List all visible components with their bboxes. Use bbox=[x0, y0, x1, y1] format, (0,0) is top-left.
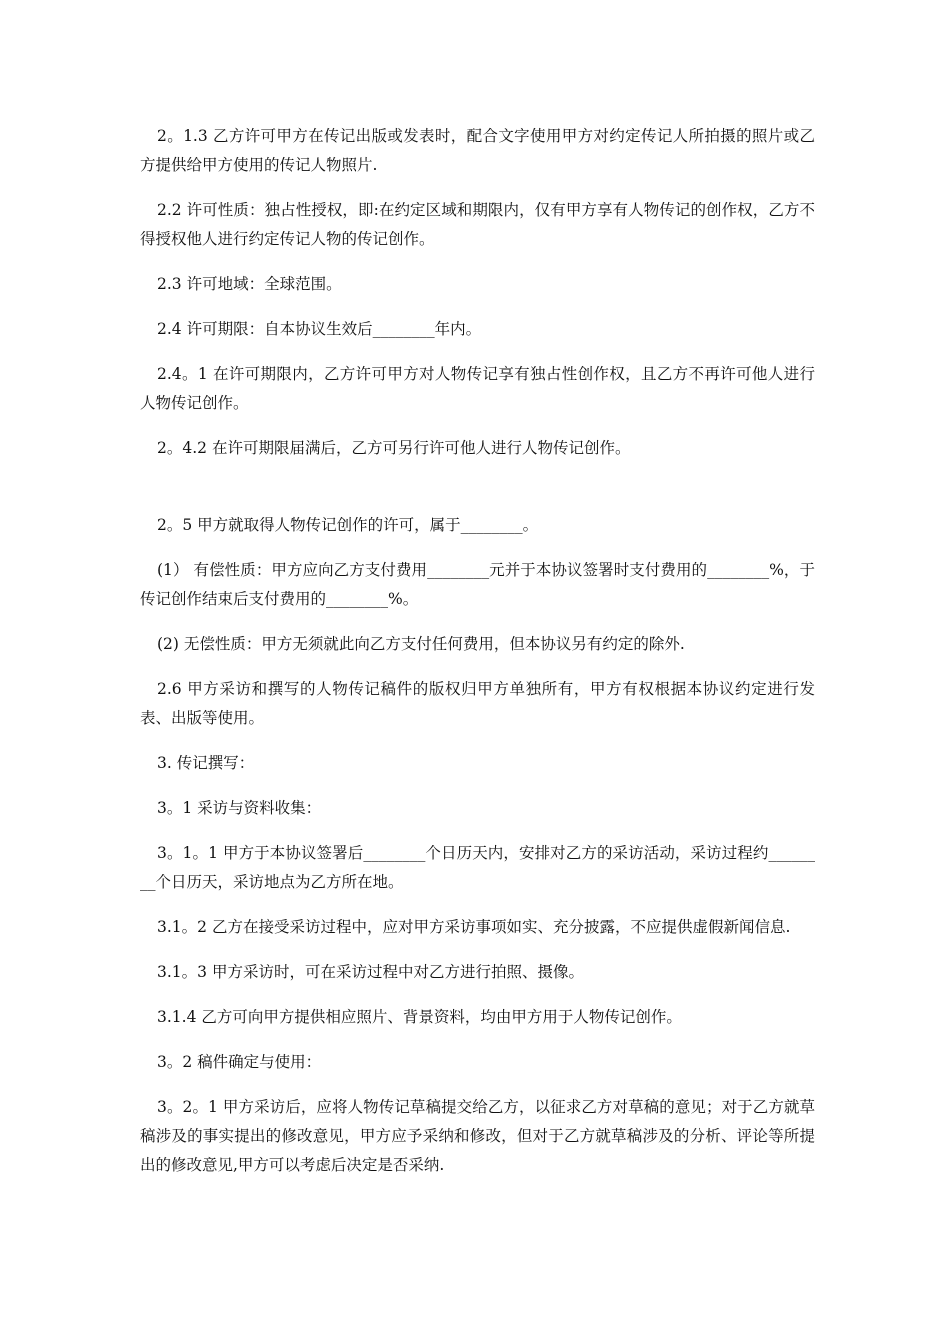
clause-2-1-3: 2。1.3 乙方许可甲方在传记出版或发表时，配合文字使用甲方对约定传记人所拍摄的照片或乙方提供给甲方使用的传记人物照片. bbox=[140, 127, 815, 174]
clause-2-4: 2.4 许可期限：自本协议生效后________年内。 bbox=[157, 320, 482, 338]
document-body bbox=[140, 122, 815, 1196]
clause-2-5-paid: (1） 有偿性质：甲方应向乙方支付费用________元并于本协议签署时支付费用的________%，于传记创作结束后支付费用的________%。 bbox=[140, 561, 815, 608]
clause-3-1-4: 3.1.4 乙方可向甲方提供相应照片、背景资料，均由甲方用于人物传记创作。 bbox=[157, 1008, 682, 1026]
clause-2-5-free: (2) 无偿性质：甲方无须就此向乙方支付任何费用，但本协议另有约定的除外. bbox=[157, 635, 685, 653]
clause-3-2: 3。2 稿件确定与使用： bbox=[157, 1053, 322, 1071]
clause-2-3: 2.3 许可地域：全球范围。 bbox=[157, 275, 342, 293]
clause-2-6: 2.6 甲方采访和撰写的人物传记稿件的版权归甲方单独所有，甲方有权根据本协议约定进行发表、出版等使用。 bbox=[140, 680, 815, 727]
section-3-heading: 3. 传记撰写： bbox=[157, 754, 255, 772]
clause-3-1-3: 3.1。3 甲方采访时，可在采访过程中对乙方进行拍照、摄像。 bbox=[157, 963, 584, 981]
clause-3-1-2: 3.1。2 乙方在接受采访过程中，应对甲方采访事项如实、充分披露，不应提供虚假新闻信息. bbox=[157, 918, 791, 936]
clause-2-5: 2。5 甲方就取得人物传记创作的许可，属于________。 bbox=[157, 516, 539, 534]
clause-2-4-2: 2。4.2 在许可期限届满后，乙方可另行许可他人进行人物传记创作。 bbox=[157, 439, 631, 457]
clause-3-1-1: 3。1。1 甲方于本协议签署后________个日历天内，安排对乙方的采访活动，采访过程约________个日历天，采访地点为乙方所在地。 bbox=[140, 844, 815, 891]
clause-3-1: 3。1 采访与资料收集： bbox=[157, 799, 322, 817]
clause-2-4-1: 2.4。1 在许可期限内，乙方许可甲方对人物传记享有独占性创作权，且乙方不再许可他人进行人物传记创作。 bbox=[140, 365, 815, 412]
clause-2-2: 2.2 许可性质：独占性授权，即:在约定区域和期限内，仅有甲方享有人物传记的创作权，乙方不得授权他人进行约定传记人物的传记创作。 bbox=[140, 201, 815, 248]
clause-3-2-1: 3。2。1 甲方采访后，应将人物传记草稿提交给乙方，以征求乙方对草稿的意见；对于乙方就草稿涉及的事实提出的修改意见，甲方应予采纳和修改，但对于乙方就草稿涉及的分析、评论等所提出的修改意见,甲方可以考虑后决定是否采纳. bbox=[140, 1098, 815, 1174]
